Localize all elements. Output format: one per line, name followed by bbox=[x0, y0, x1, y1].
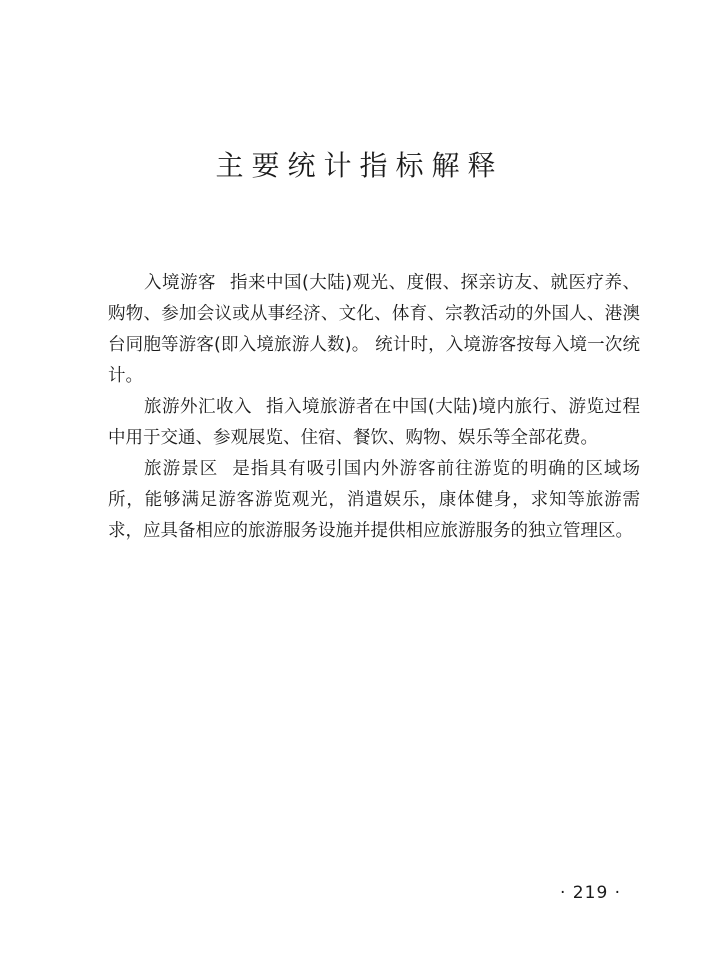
definition-paragraph bbox=[108, 392, 640, 454]
definition-paragraph bbox=[108, 268, 640, 392]
page-title: 主要统计指标解释 bbox=[215, 149, 504, 182]
definition-term: 旅游外汇收入 bbox=[144, 397, 252, 417]
page-number: · 219 · bbox=[560, 883, 622, 903]
definition-text: 指来中国(大陆)观光、度假、探亲访友、就医疗养、购物、参加会议或从事经济、文化、体育、宗教活动的外国人、港澳台同胞等游客(即入境旅游人数)。 统计时，入境游客按每入境一次统计。 bbox=[108, 273, 641, 386]
definitions-body bbox=[108, 268, 640, 547]
definition-term: 旅游景区 bbox=[144, 459, 219, 479]
definition-text: 指入境旅游者在中国(大陆)境内旅行、游览过程中用于交通、参观展览、住宿、餐饮、购物、娱乐等全部花费。 bbox=[108, 397, 641, 448]
definition-paragraph bbox=[108, 454, 640, 547]
definition-text: 是指具有吸引国内外游客前往游览的明确的区域场所，能够满足游客游览观光，消遣娱乐，康体健身，求知等旅游需求，应具备相应的旅游服务设施并提供相应旅游服务的独立管理区。 bbox=[108, 459, 641, 541]
definition-term: 入境游客 bbox=[144, 273, 216, 293]
